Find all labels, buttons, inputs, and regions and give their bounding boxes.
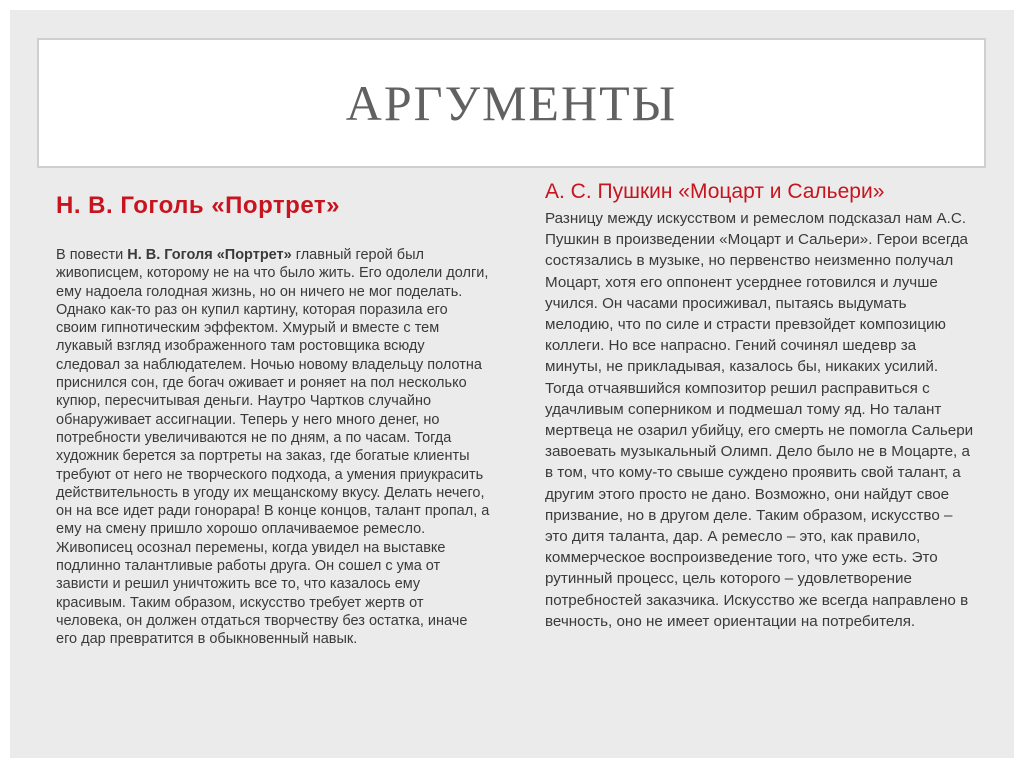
left-body	[56, 246, 490, 649]
left-intro: В повести	[56, 247, 128, 263]
slide-title: АРГУМЕНТЫ	[345, 75, 678, 131]
right-body: Разницу между искусством и ремеслом подсказал нам А.С. Пушкин в произведении «Моцарт и Сальери». Герои всегда состязались в музыке, но первенство неизменно получал Моцарт, хотя его оппонент усерднее готовился и лучше учился. Он часами просиживал, пытаясь выдумать мелодию, что по силе и страсти превзойдет композицию коллеги. Но все напрасно. Гений сочинял шедевр за минуты, не прикладывая, казалось бы, никаких усилий. Тогда отчаявшийся композитор решил расправиться с удачливым соперником и подмешал тому яд. Но талант мертвеца не озарил убийцу, его смерть не помогла Сальери завоевать музыкальный Олимп. Дело было не в Моцарте, а в том, что кому-то свыше суждено проявить свой талант, а другим этого просто не дано. Возможно, они найдут свое призвание, но в другом деле. Таким образом, искусство – это дитя таланта, дар. А ремесло – это, как правило, коммерческое воспроизведение того, что уже есть. Это рутинный процесс, цель которого – удовлетворение потребностей заказчика. Искусство же всегда направлено в вечность, оно не имеет ориентации на потребителя.	[545, 210, 974, 630]
right-heading: А. С. Пушкин «Моцарт и Сальери»	[545, 180, 885, 203]
left-column	[56, 192, 490, 649]
left-heading: Н. В. Гоголь «Портрет»	[56, 192, 340, 219]
title-box	[37, 38, 986, 168]
left-text: главный герой был живописцем, которому не на что было жить. Его одолели долги, ему надоела голодная жизнь, но он ничего не мог поделать. Однако как-то раз он купил картину, которая поразила его своим гипнотическим эффектом. Хмурый и вместе с тем лукавый взгляд изображенного там ростовщика всюду следовал за наблюдателем. Ночью новому владельцу полотна приснился сон, где богач оживает и роняет на пол несколько купюр, пересчитывая деньги. Наутро Чартков случайно обнаруживает ассигнации. Теперь у него много денег, но потребности увеличиваются не по дням, а по часам. Тогда художник берется за портреты на заказ, где богатые клиенты требуют от него не творческого подхода, а умения приукрасить действительность в угоду их мещанскому вкусу. Делать нечего, он на все идет ради гонорара! В конце концов, талант пропал, а ему на смену пришло хорошо оплачиваемое ремесло. Живописец осознал перемены, когда увидел на выставке подлинно талантливые работы друга. Он сошел с ума от зависти и решил уничтожить все то, что казалось ему красивым. Таким образом, искусство требует жертв от человека, он должен отдаться творчеству без остатка, иначе его дар превратится в обыкновенный навык.	[56, 247, 490, 648]
right-column	[545, 180, 975, 632]
left-bold-title: Н. В. Гоголя «Портрет»	[127, 247, 292, 263]
slide	[10, 10, 1014, 758]
